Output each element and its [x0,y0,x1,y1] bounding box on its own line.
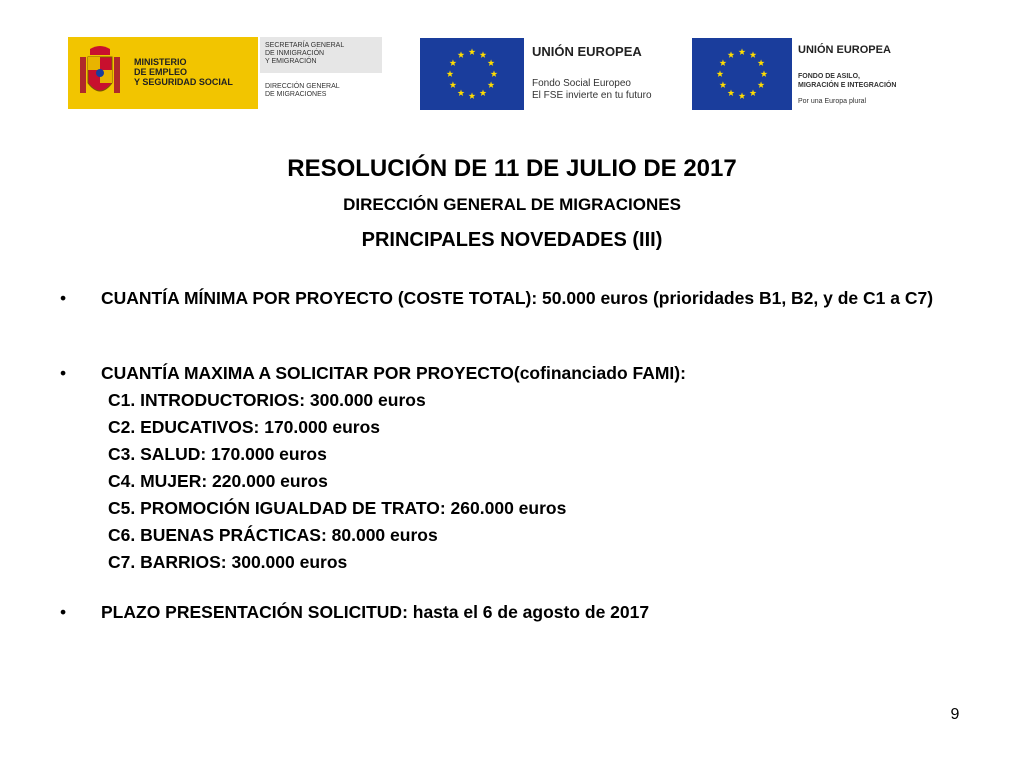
eu-fami-title: UNIÓN EUROPEA [798,44,891,56]
list-item: C3. SALUD: 170.000 euros [108,444,327,464]
page-subtitle: DIRECCIÓN GENERAL DE MIGRACIONES [343,195,681,214]
eu-fse-subtitle: Fondo Social Europeo El FSE invierte en tu futuro [532,78,652,101]
list-item: C2. EDUCATIVOS: 170.000 euros [108,417,380,437]
page-title: RESOLUCIÓN DE 11 DE JULIO DE 2017 [287,155,737,182]
eu-flag-icon [420,38,524,110]
list-item: C7. BARRIOS: 300.000 euros [108,552,348,572]
eu-fami-tagline: Por una Europa plural [798,98,867,105]
eu-flag-icon [692,38,792,110]
list-item: C4. MUJER: 220.000 euros [108,471,328,491]
page-number: 9 [950,706,960,723]
secretaria-logo [260,37,382,109]
bullet-text: CUANTÍA MÍNIMA POR PROYECTO (COSTE TOTAL): 50.000 euros (prioridades B1, B2, y de C1 a C7) [101,288,934,308]
list-item: C5. PROMOCIÓN IGUALDAD DE TRATO: 260.000 euros [108,498,567,518]
bullet-text: PLAZO PRESENTACIÓN SOLICITUD: hasta el 6 de agosto de 2017 [101,602,650,622]
secretaria-logo-text: SECRETARÍA GENERAL DE INMIGRACIÓN Y EMIGRACIÓN [265,42,345,65]
ministerio-logo-text: MINISTERIO DE EMPLEO Y SEGURIDAD SOCIAL [134,57,233,87]
eu-fami-logo [692,38,932,110]
eu-fse-logo [420,38,660,110]
bullet-marker: • [60,363,67,383]
section-heading: PRINCIPALES NOVEDADES (III) [361,229,663,251]
list-item: C1. INTRODUCTORIOS: 300.000 euros [108,390,426,410]
eu-fami-subtitle: FONDO DE ASILO, MIGRACIÓN E INTEGRACIÓN [798,73,897,89]
bullet-marker: • [60,602,67,622]
list-item: C6. BUENAS PRÁCTICAS: 80.000 euros [108,525,438,545]
spain-coat-of-arms-icon [78,43,122,103]
eu-fse-title: UNIÓN EUROPEA [532,44,642,59]
bullet-marker: • [60,288,67,308]
bullet-text: CUANTÍA MAXIMA A SOLICITAR POR PROYECTO(cofinanciado FAMI): [101,363,686,383]
direccion-logo-text: DIRECCIÓN GENERAL DE MIGRACIONES [265,83,340,98]
ministerio-logo [68,37,258,109]
maximum-amount-list [108,390,566,579]
